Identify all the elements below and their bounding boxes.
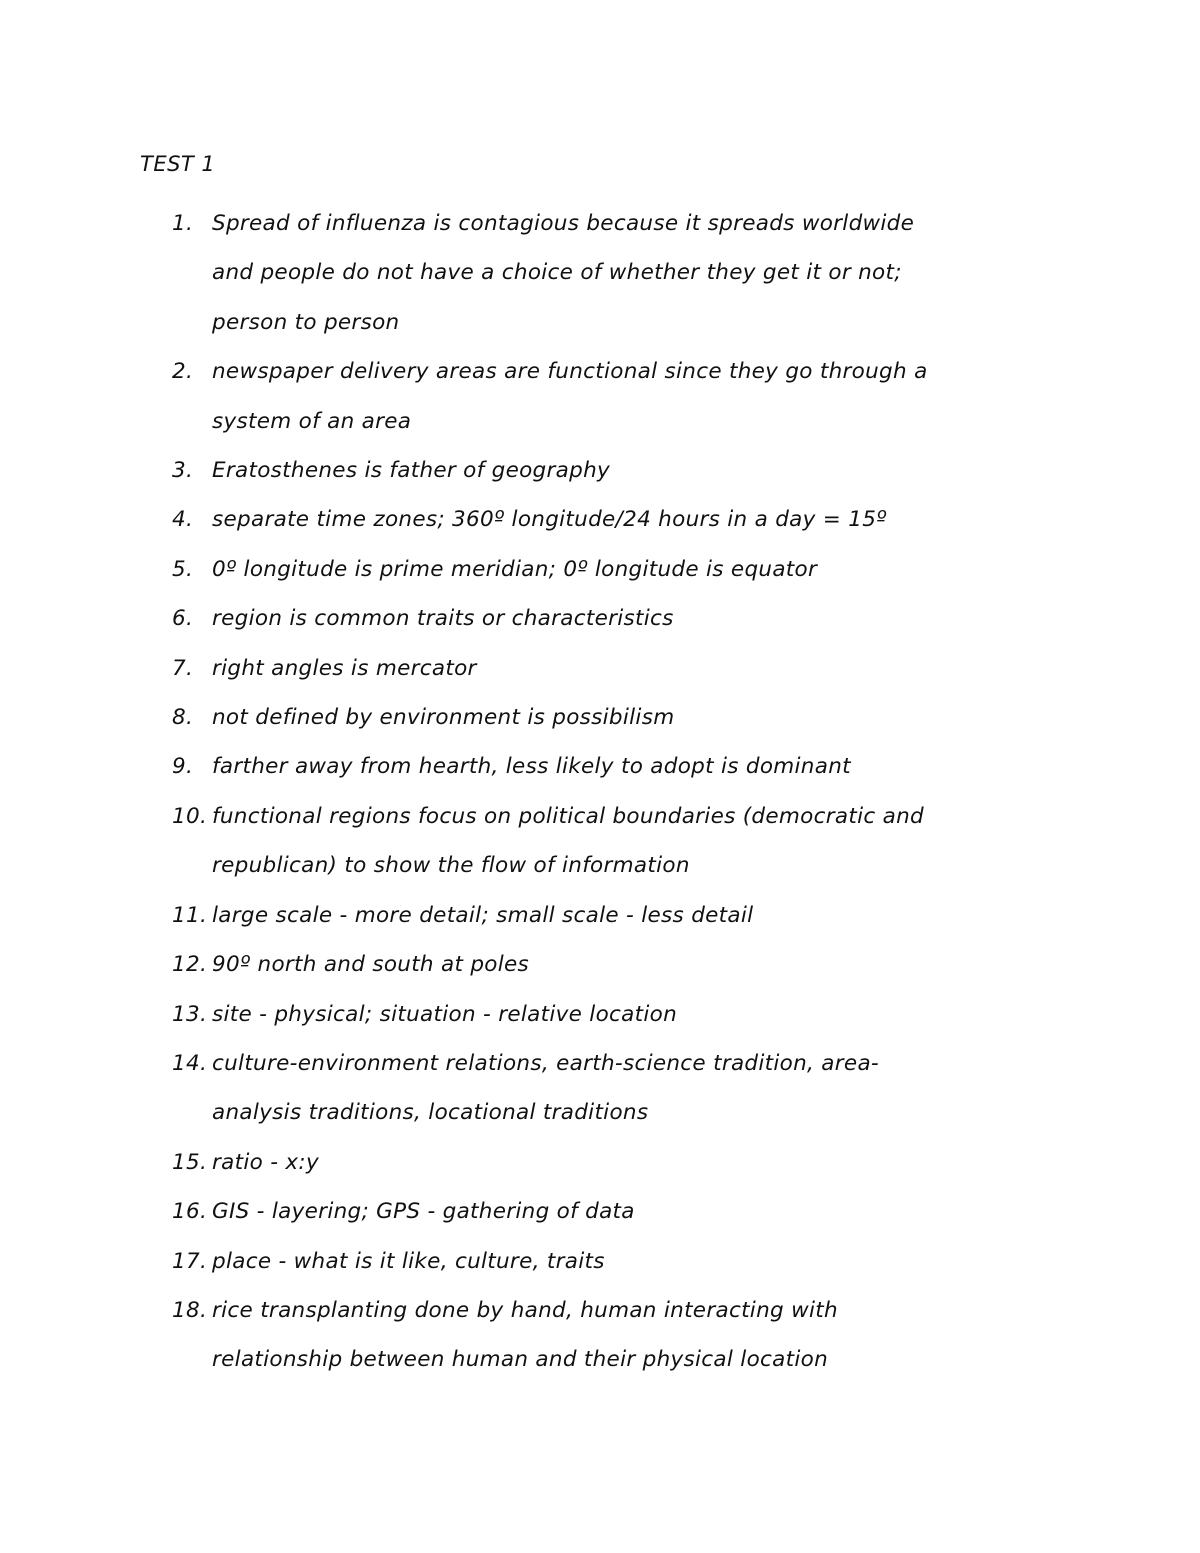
item-number: 4. (172, 507, 194, 533)
list-item (0, 693, 1200, 742)
list-item (0, 990, 1200, 1039)
item-text: relationship between human and their physical location (212, 1347, 829, 1373)
item-number: 12. (172, 952, 208, 978)
item-text: place - what is it like, culture, traits (212, 1248, 605, 1274)
item-number: 11. (172, 902, 208, 928)
list-item (0, 495, 1200, 544)
item-number: 10. (172, 803, 208, 829)
item-number: 16. (172, 1199, 208, 1225)
list-item (0, 1187, 1200, 1236)
document-title: TEST 1 (140, 152, 216, 176)
list-item (0, 594, 1200, 643)
item-text: ratio - x:y (212, 1149, 319, 1175)
list-item (0, 1237, 1200, 1286)
list-item (0, 891, 1200, 940)
item-number: 2. (172, 359, 194, 385)
item-text: person to person (212, 309, 400, 335)
item-text: newspaper delivery areas are functional since they go through a (212, 359, 928, 385)
item-number: 13. (172, 1001, 208, 1027)
item-text: republican) to show the flow of information (212, 853, 690, 879)
answer-list (0, 199, 1200, 1385)
item-text: analysis traditions, locational traditions (212, 1100, 649, 1126)
item-number: 17. (172, 1248, 208, 1274)
item-number: 6. (172, 606, 194, 632)
item-number: 9. (172, 754, 194, 780)
item-number: 7. (172, 655, 194, 681)
item-number: 18. (172, 1297, 208, 1323)
item-text: farther away from hearth, less likely to adopt is dominant (212, 754, 851, 780)
list-item (0, 792, 1200, 891)
item-text: culture-environment relations, earth-science tradition, area- (212, 1050, 879, 1076)
item-number: 8. (172, 705, 194, 731)
list-item (0, 940, 1200, 989)
item-text: rice transplanting done by hand, human interacting with (212, 1297, 838, 1323)
item-text: separate time zones; 360º longitude/24 hours in a day = 15º (212, 507, 887, 533)
item-number: 14. (172, 1050, 208, 1076)
item-text: region is common traits or characteristics (212, 606, 674, 632)
list-item (0, 545, 1200, 594)
item-number: 3. (172, 458, 194, 484)
item-text: not defined by environment is possibilism (212, 705, 675, 731)
list-item (0, 1286, 1200, 1385)
item-text: and people do not have a choice of whether they get it or not; (212, 260, 902, 286)
item-text: system of an area (212, 408, 412, 434)
item-text: functional regions focus on political boundaries (democratic and (212, 803, 924, 829)
item-text: right angles is mercator (212, 655, 477, 681)
item-text: Spread of influenza is contagious because it spreads worldwide (212, 211, 915, 236)
list-item (0, 1039, 1200, 1138)
item-number: 1. (172, 211, 194, 236)
item-text: site - physical; situation - relative location (212, 1001, 678, 1027)
item-text: 0º longitude is prime meridian; 0º longitude is equator (212, 556, 818, 582)
item-number: 5. (172, 556, 194, 582)
item-text: GIS - layering; GPS - gathering of data (212, 1199, 635, 1225)
list-item (0, 199, 1200, 347)
list-item (0, 644, 1200, 693)
list-item (0, 1138, 1200, 1187)
list-item (0, 446, 1200, 495)
item-text: large scale - more detail; small scale - less detail (212, 902, 754, 928)
list-item (0, 742, 1200, 791)
list-item (0, 347, 1200, 446)
item-text: Eratosthenes is father of geography (212, 458, 611, 484)
item-text: 90º north and south at poles (212, 952, 530, 978)
item-number: 15. (172, 1149, 208, 1175)
